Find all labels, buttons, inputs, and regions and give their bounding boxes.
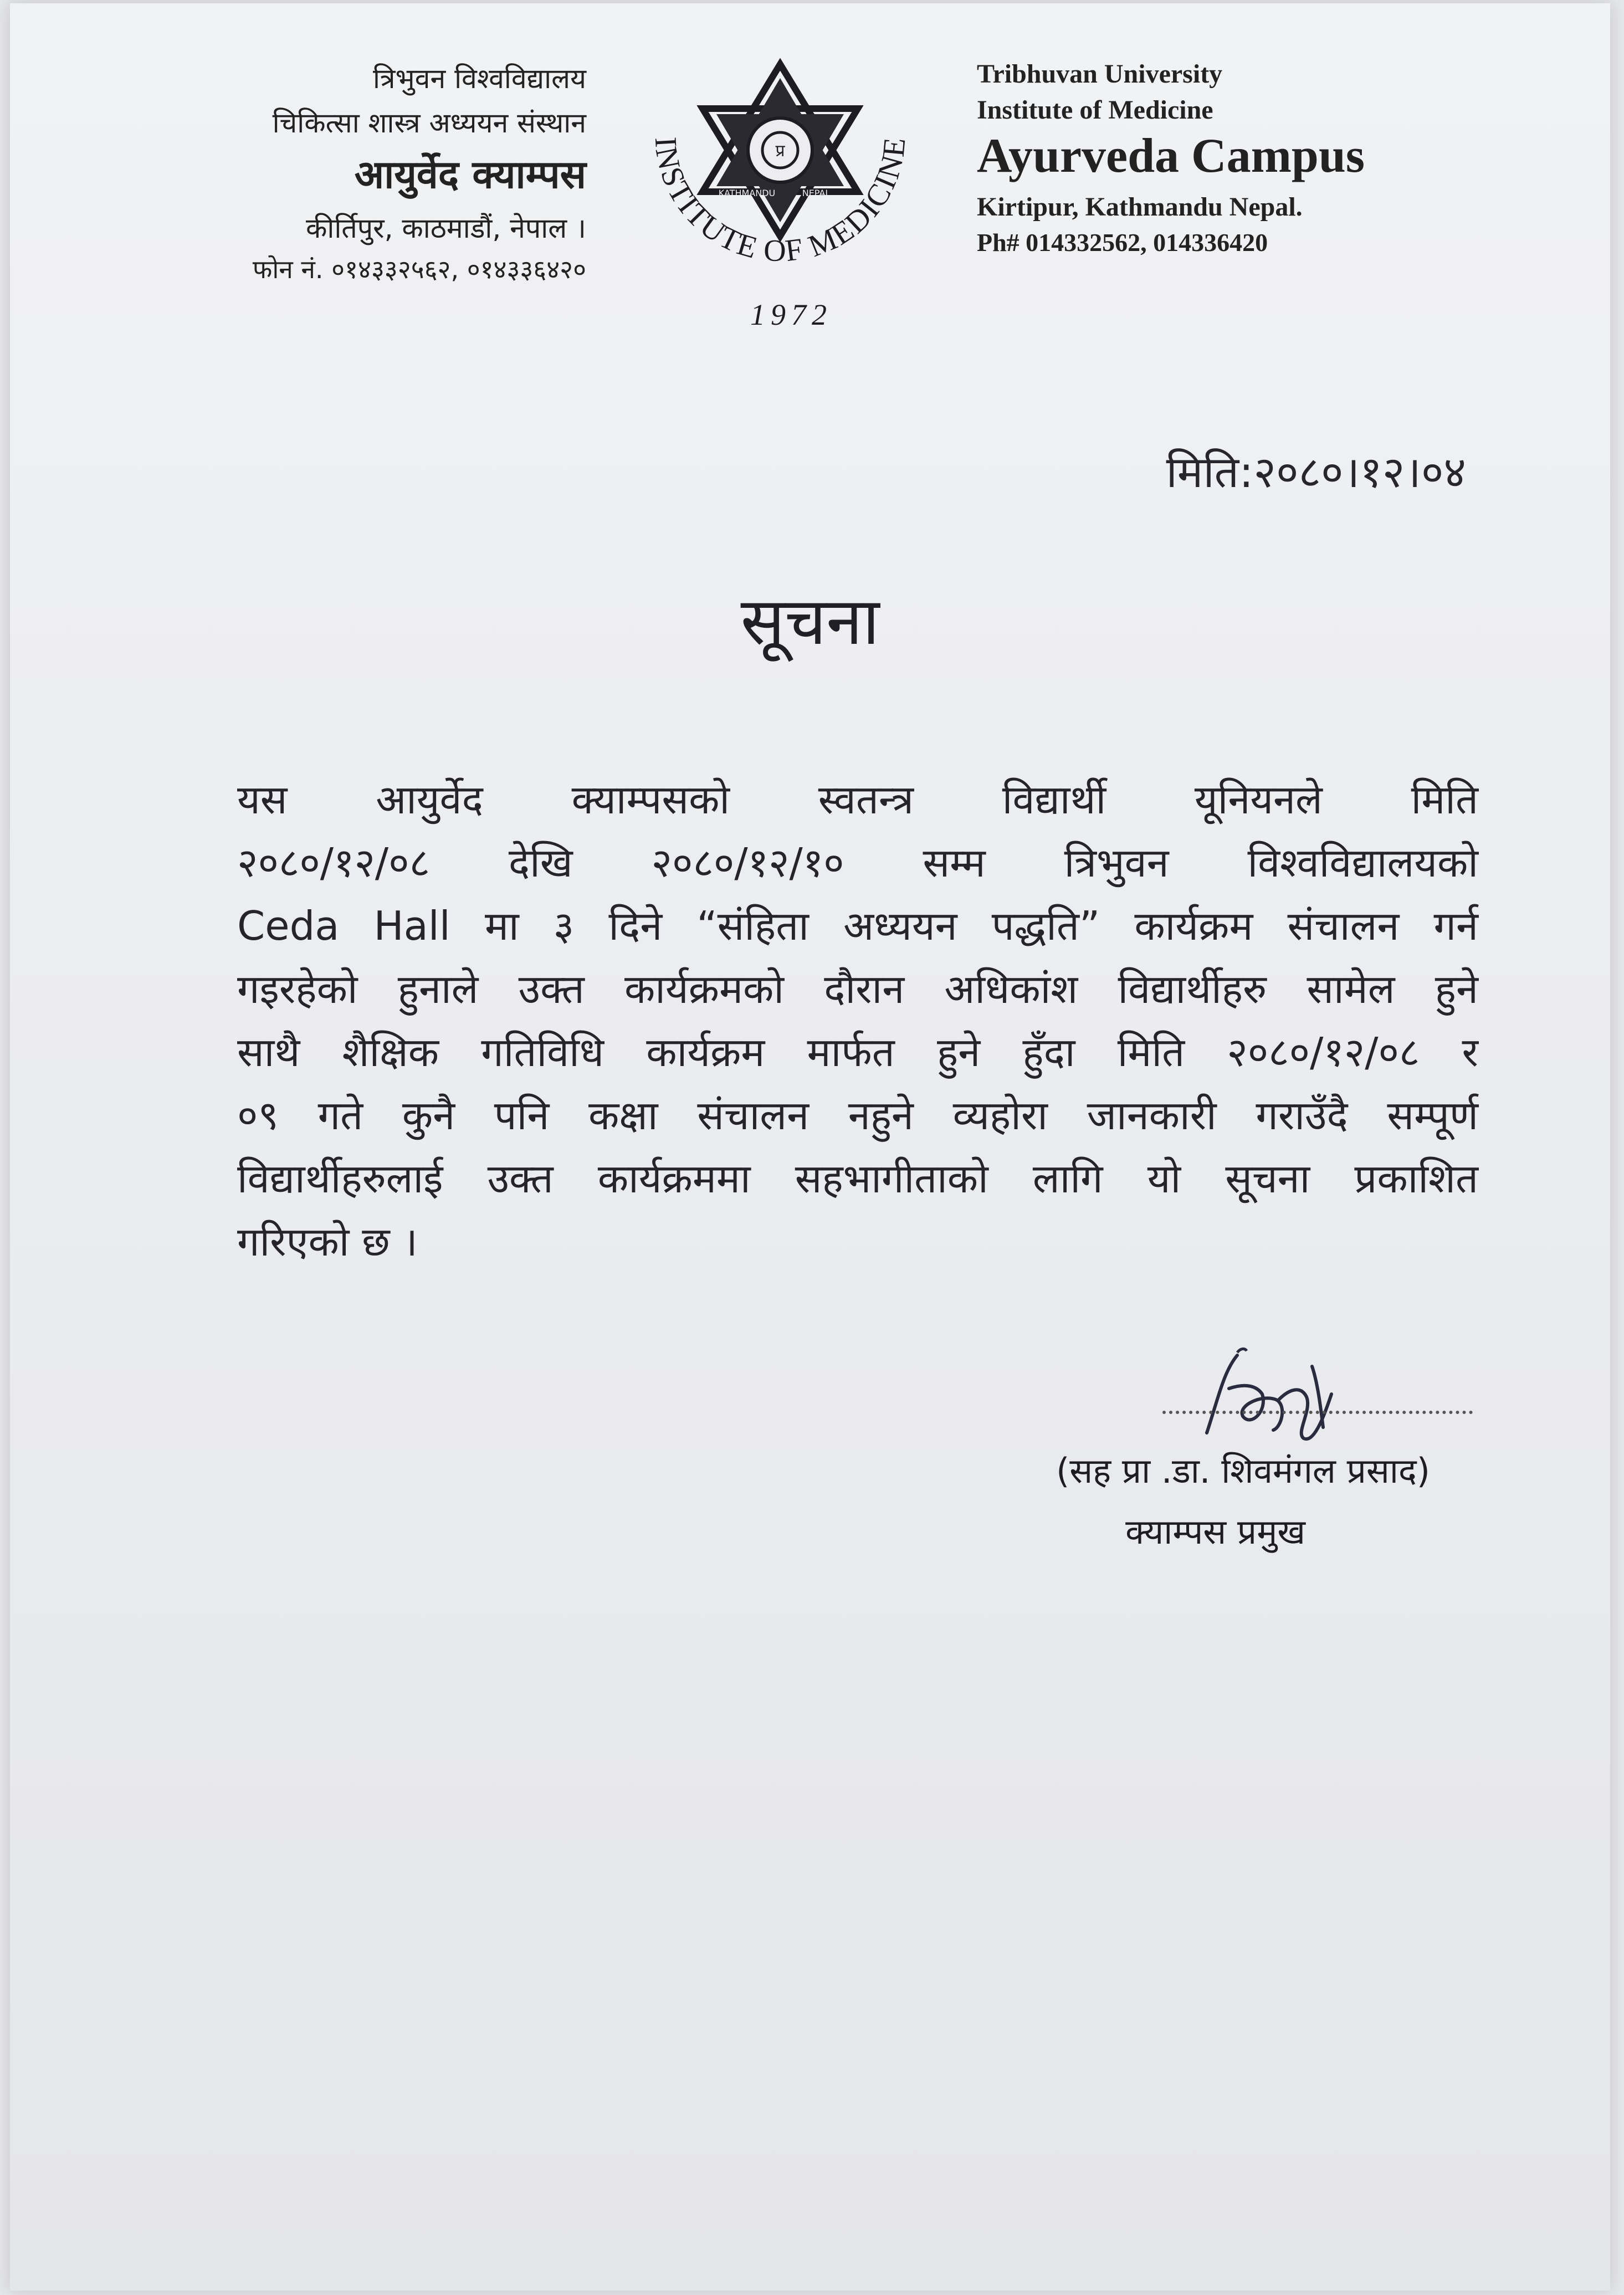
notice-body bbox=[237, 768, 1478, 1273]
logo-ring-text: INSTITUTE OF MEDICINE bbox=[648, 135, 913, 269]
body-line: Ceda Hall मा ३ दिने “संहिता अध्ययन पद्धति” कार्यक्रम संचालन गर्न bbox=[237, 903, 1478, 949]
notice-paper bbox=[10, 3, 1610, 2291]
body-line: २०८०/१२/०८ देखि २०८०/१२/१० सम्म त्रिभुवन विश्वविद्यालयको bbox=[237, 839, 1478, 886]
header-np-campus: आयुर्वेद क्याम्पस bbox=[354, 152, 586, 197]
header-np-address: कीर्तिपुर, काठमाडौं, नेपाल । bbox=[305, 212, 586, 244]
notice-title: सूचना bbox=[740, 583, 880, 659]
header-np-institute: चिकित्सा शास्त्र अध्ययन संस्थान bbox=[272, 107, 586, 139]
svg-text:प्र: प्र bbox=[775, 141, 785, 161]
header-en-address: Kirtipur, Kathmandu Nepal. bbox=[977, 192, 1303, 222]
logo-year: 1972 bbox=[750, 298, 832, 331]
header-en-university: Tribhuvan University bbox=[977, 59, 1223, 89]
header-en-institute: Institute of Medicine bbox=[977, 95, 1213, 125]
body-line: यस आयुर्वेद क्याम्पसको स्वतन्त्र विद्यार्थी यूनियनले मिति bbox=[237, 776, 1478, 823]
body-line: साथै शैक्षिक गतिविधि कार्यक्रम मार्फत हुने हुँदा मिति २०८०/१२/०८ र bbox=[237, 1029, 1478, 1075]
header-np-university: त्रिभुवन विश्वविद्यालय bbox=[372, 63, 586, 95]
body-line: ०९ गते कुनै पनि कक्षा संचालन नहुने व्यहोरा जानकारी गराउँदै सम्पूर्ण bbox=[237, 1092, 1478, 1139]
logo-inner-right-text: NEPAL bbox=[802, 188, 831, 198]
institute-of-medicine-logo bbox=[625, 53, 935, 341]
header-np-phone: फोन नं. ०१४३३२५६२, ०१४३३६४२० bbox=[252, 254, 586, 284]
signatory-name: (सह प्रा .डा. शिवमंगल प्रसाद) bbox=[1056, 1451, 1430, 1491]
body-line: गइरहेको हुनाले उक्त कार्यक्रमको दौरान अधिकांश विद्यार्थीहरु सामेल हुने bbox=[237, 966, 1478, 1012]
signatory-role: क्याम्पस प्रमुख bbox=[1125, 1512, 1305, 1552]
body-line: विद्यार्थीहरुलाई उक्त कार्यक्रममा सहभागीताको लागि यो सूचना प्रकाशित bbox=[237, 1155, 1478, 1202]
header-en-campus: Ayurveda Campus bbox=[977, 129, 1365, 183]
signature-line bbox=[1162, 1411, 1473, 1414]
notice-date: मिति:२०८०।१२।०४ bbox=[1166, 448, 1466, 498]
logo-inner-left-text: KATHMANDU bbox=[718, 188, 776, 198]
body-line: गरिएको छ । bbox=[237, 1218, 418, 1265]
header-en-phone: Ph# 014332562, 014336420 bbox=[977, 228, 1268, 257]
handwritten-signature bbox=[1185, 1333, 1351, 1455]
